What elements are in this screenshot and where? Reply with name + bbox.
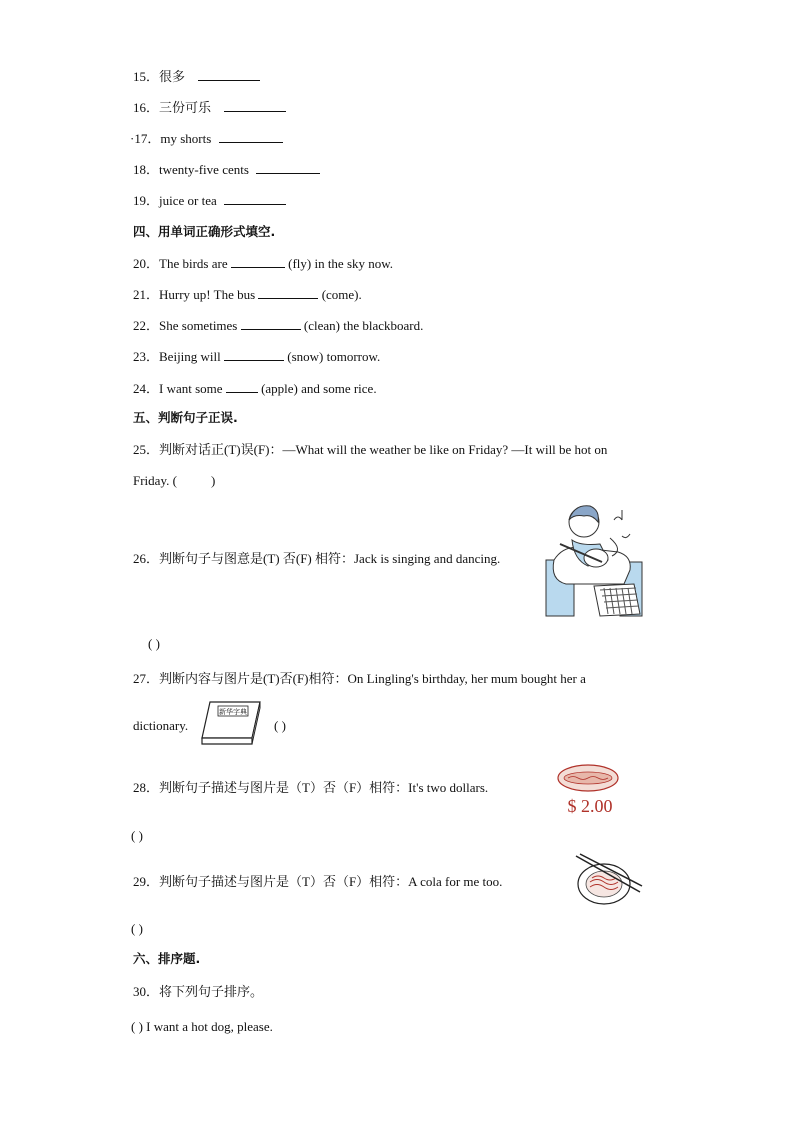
item-text: Friday. ( [133, 473, 177, 488]
answer-blank[interactable] [258, 286, 318, 299]
item-26-answer[interactable]: ( ) [148, 636, 160, 651]
item-28-answer[interactable]: ( ) [131, 828, 143, 843]
item-text: 三份可乐 [159, 100, 212, 115]
item-post: (fly) in the sky now. [288, 256, 394, 271]
item-27 [133, 671, 586, 687]
item-number: 25． [133, 442, 160, 457]
item-number: 29． [133, 874, 160, 889]
item-number: ·17． [130, 131, 161, 146]
item-pre: I want some [159, 381, 223, 396]
answer-blank[interactable] [231, 255, 285, 268]
noodle-bowl-picture [572, 852, 644, 912]
item-29-answer[interactable]: ( ) [131, 921, 143, 936]
section-title-5: 五、判断句子正误. [133, 410, 238, 425]
answer-blank[interactable] [219, 130, 283, 143]
item-15 [133, 68, 260, 85]
item-pre: Hurry up! The bus [159, 287, 256, 302]
item-text: 很多 [159, 69, 186, 84]
item-24 [133, 380, 377, 397]
item-number: 24． [133, 381, 160, 396]
item-text: juice or tea [159, 193, 217, 208]
answer-blank[interactable] [224, 99, 286, 112]
item-22 [133, 317, 423, 334]
item-post: (apple) and some rice. [261, 381, 377, 396]
item-pre: She sometimes [159, 318, 238, 333]
item-pre: Beijing will [159, 349, 221, 364]
item-26 [133, 551, 500, 567]
item-number: 26． [133, 551, 160, 566]
answer-blank[interactable] [198, 68, 260, 81]
item-post: (clean) the blackboard. [303, 318, 424, 333]
item-29 [133, 874, 502, 890]
item-number: 15． [133, 69, 160, 84]
book-title: 新华字典 [219, 708, 247, 716]
item-text: my shorts [160, 131, 212, 146]
item-number: 16． [133, 100, 160, 115]
boy-guitar-picture [544, 500, 644, 618]
item-text: twenty-five cents [159, 162, 249, 177]
item-text: 判断句子描述与图片是（T）否（F）相符：A cola for me too. [159, 874, 503, 889]
section-title-6: 六、排序题. [133, 951, 201, 966]
item-number: 19． [133, 193, 160, 208]
close-paren: ) [210, 473, 216, 488]
item-number: 30． [133, 984, 160, 999]
item-text: 判断内容与图片是(T)否(F)相符：On Lingling's birthday, her mum bought her a [159, 671, 586, 686]
item-28 [133, 780, 488, 796]
item-post: (come). [321, 287, 362, 302]
item-post: (snow) tomorrow. [287, 349, 381, 364]
answer-blank[interactable] [226, 380, 258, 393]
answer-blank[interactable] [224, 348, 284, 361]
section-title-4: 四、用单词正确形式填空. [133, 224, 276, 239]
item-19 [133, 192, 286, 209]
item-27-line2 [133, 718, 188, 734]
answer-blank[interactable] [256, 161, 320, 174]
item-number: 20． [133, 256, 160, 271]
price-label: $ 2.00 [567, 796, 613, 816]
item-17 [130, 130, 283, 147]
item-number: 22． [133, 318, 160, 333]
item-23 [133, 348, 380, 365]
item-text: 判断句子与图意是(T) 否(F) 相符：Jack is singing and dancing. [159, 551, 501, 566]
item-pre: The birds are [159, 256, 228, 271]
item-21 [133, 286, 362, 303]
item-number: 27． [133, 671, 160, 686]
item-18 [133, 161, 320, 178]
item-number: 18． [133, 162, 160, 177]
item-text: dictionary. [133, 718, 189, 733]
item-25 [133, 442, 607, 458]
item-30 [133, 984, 263, 1000]
item-number: 21． [133, 287, 160, 302]
item-27-answer[interactable]: ( ) [274, 718, 286, 733]
item-16 [133, 99, 286, 116]
item-text: 判断对话正(T)误(F)：—What will the weather be like on Friday? —It will be hot on [159, 442, 608, 457]
dictionary-picture [198, 698, 262, 748]
item-20 [133, 255, 393, 272]
item-text: 将下列句子排序。 [159, 984, 264, 999]
hotdog-price-picture [552, 760, 622, 818]
item-number: 28． [133, 780, 160, 795]
item-text: 判断句子描述与图片是（T）否（F）相符：It's two dollars. [159, 780, 489, 795]
order-sentence[interactable]: ( ) I want a hot dog, please. [131, 1019, 273, 1034]
answer-blank[interactable] [224, 192, 286, 205]
item-number: 23． [133, 349, 160, 364]
item-25-line2 [133, 473, 215, 489]
answer-blank[interactable] [241, 317, 301, 330]
